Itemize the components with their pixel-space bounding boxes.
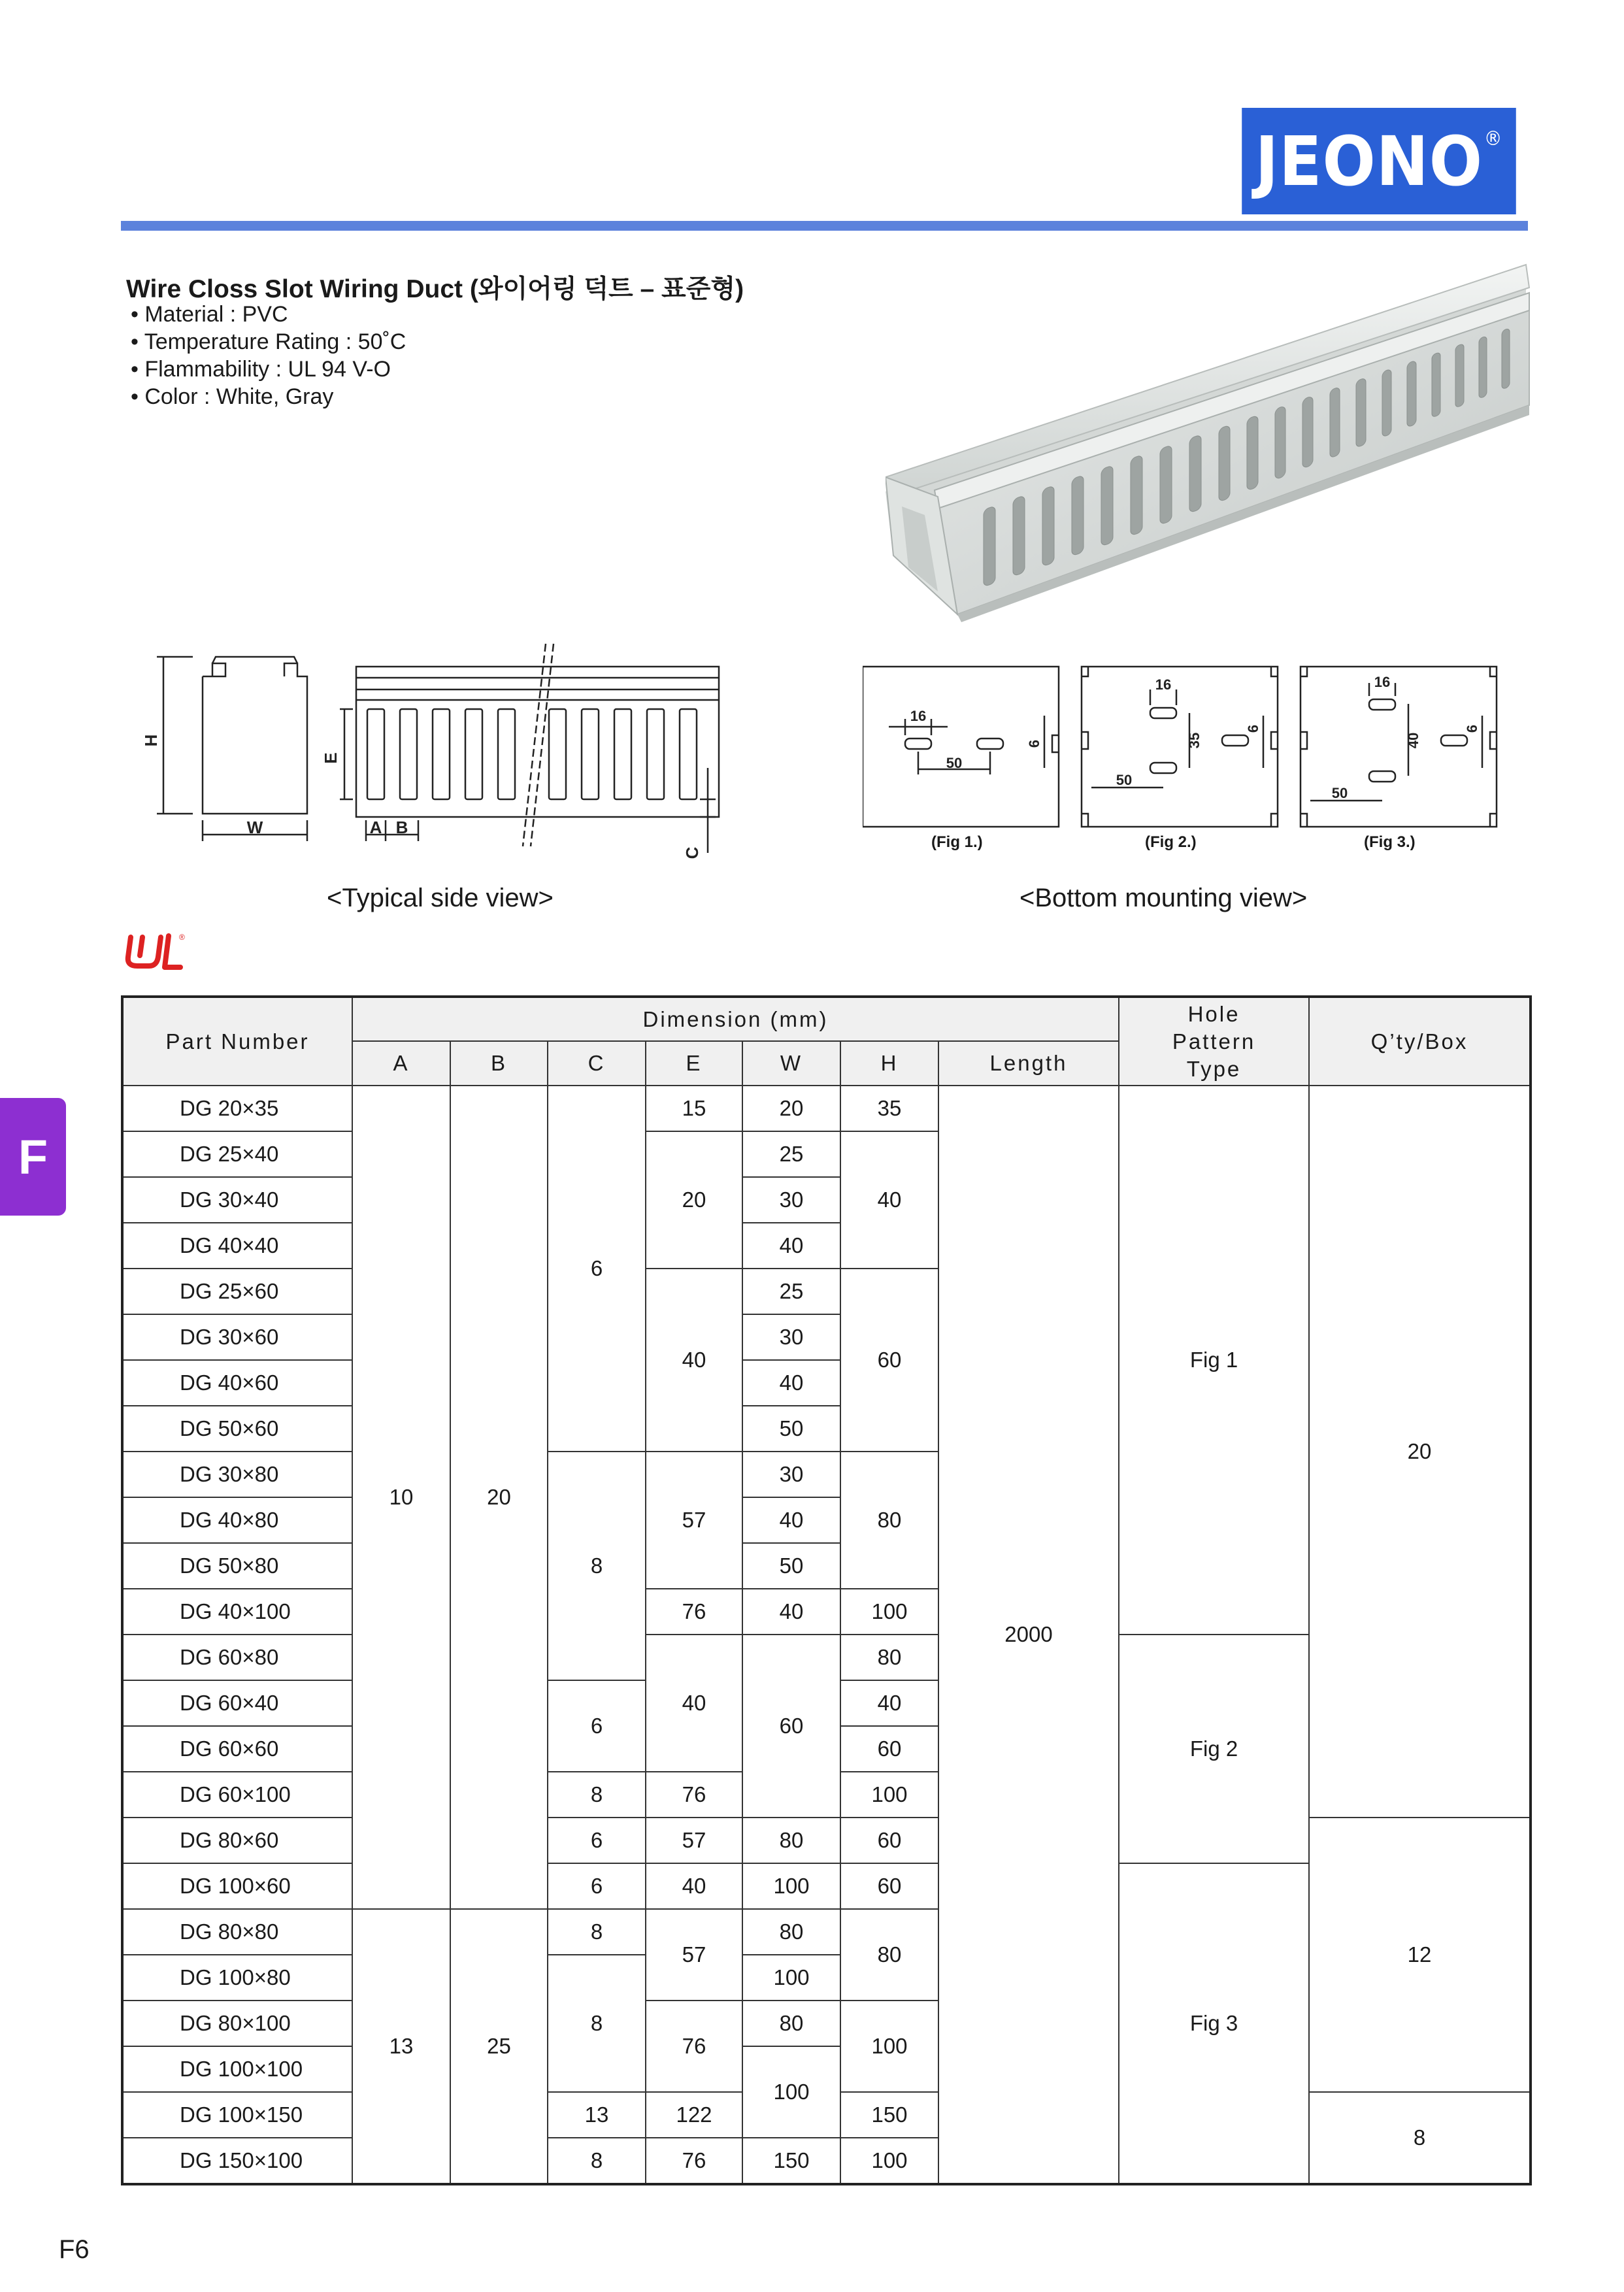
qty-cell: 20: [1309, 1086, 1531, 1818]
header-qty: Q’ty/Box: [1309, 997, 1531, 1086]
b-cell: 20: [450, 1086, 548, 1909]
header-rule: [121, 221, 1528, 231]
side-view-caption: <Typical side view>: [327, 884, 554, 912]
part-number-cell: DG 30×60: [122, 1314, 352, 1360]
a-cell: 10: [352, 1086, 450, 1909]
part-number-cell: DG 80×80: [122, 1909, 352, 1955]
dimension-table: [121, 995, 1532, 2185]
dim-label-b: B: [395, 818, 408, 837]
fig1-label: (Fig 1.): [931, 833, 983, 851]
part-number-cell: DG 80×60: [122, 1818, 352, 1863]
h-cell: 35: [840, 1086, 938, 1131]
ul-recognized-icon: [123, 929, 188, 975]
a-cell: 13: [352, 1909, 450, 2184]
w-cell: 40: [742, 1360, 840, 1406]
h-cell: 60: [840, 1726, 938, 1772]
c-cell: 8: [548, 1909, 646, 1955]
e-cell: 76: [646, 1772, 742, 1818]
h-cell: 100: [840, 2001, 938, 2092]
e-cell: 76: [646, 2138, 742, 2184]
part-number-cell: DG 30×80: [122, 1452, 352, 1497]
header-e: E: [646, 1041, 742, 1086]
e-cell: 122: [646, 2092, 742, 2138]
e-cell: 15: [646, 1086, 742, 1131]
part-number-cell: DG 100×150: [122, 2092, 352, 2138]
part-number-cell: DG 40×40: [122, 1223, 352, 1269]
length-cell: 2000: [938, 1086, 1119, 2184]
bottom-mounting-view-drawing: [863, 663, 1533, 859]
duct-product-image: [886, 261, 1533, 627]
w-cell: 30: [742, 1452, 840, 1497]
h-cell: 100: [840, 2138, 938, 2184]
header-length: Length: [938, 1041, 1119, 1086]
spec-material: • Material : PVC: [131, 302, 288, 327]
w-cell: 80: [742, 1909, 840, 1955]
part-number-cell: DG 40×100: [122, 1589, 352, 1635]
b-cell: 25: [450, 1909, 548, 2184]
c-cell: 6: [548, 1818, 646, 1863]
fig3-dim-6: 6: [1464, 724, 1480, 733]
part-number-cell: DG 60×80: [122, 1635, 352, 1680]
w-cell: 80: [742, 2001, 840, 2046]
w-cell: 60: [742, 1635, 840, 1818]
e-cell: 57: [646, 1909, 742, 2001]
h-cell: 40: [840, 1131, 938, 1269]
fig2-dim-6: 6: [1245, 724, 1261, 733]
w-cell: 20: [742, 1086, 840, 1131]
c-cell: 8: [548, 1772, 646, 1818]
e-cell: 40: [646, 1635, 742, 1772]
part-number-cell: DG 60×100: [122, 1772, 352, 1818]
spec-flammability: • Flammability : UL 94 V-O: [131, 357, 391, 382]
h-cell: 80: [840, 1635, 938, 1680]
w-cell: 150: [742, 2138, 840, 2184]
fig3-dim-40: 40: [1405, 732, 1421, 749]
fig3-dim-16: 16: [1374, 674, 1391, 690]
part-number-cell: DG 40×80: [122, 1497, 352, 1543]
fig1-dim-50: 50: [946, 755, 963, 771]
fig1-dim-6: 6: [1026, 739, 1042, 748]
header-dimension: Dimension (mm): [352, 997, 1119, 1041]
h-cell: 60: [840, 1863, 938, 1909]
e-cell: 40: [646, 1269, 742, 1452]
fig2-dim-35: 35: [1186, 732, 1202, 749]
h-cell: 60: [840, 1818, 938, 1863]
bottom-view-caption: <Bottom mounting view>: [1019, 884, 1308, 912]
spec-temperature: • Temperature Rating : 50˚C: [131, 329, 406, 354]
part-number-cell: DG 100×100: [122, 2046, 352, 2092]
header-part-number: Part Number: [122, 997, 352, 1086]
dim-label-w: W: [246, 818, 263, 837]
w-cell: 25: [742, 1131, 840, 1177]
part-number-cell: DG 100×60: [122, 1863, 352, 1909]
fig3-dim-50: 50: [1331, 785, 1348, 801]
w-cell: 100: [742, 2046, 840, 2138]
w-cell: 25: [742, 1269, 840, 1314]
e-cell: 76: [646, 1589, 742, 1635]
part-number-cell: DG 30×40: [122, 1177, 352, 1223]
h-cell: 80: [840, 1452, 938, 1589]
part-number-cell: DG 60×60: [122, 1726, 352, 1772]
fig2-label: (Fig 2.): [1145, 833, 1197, 851]
header-c: C: [548, 1041, 646, 1086]
hole-pattern-cell: Fig 3: [1119, 1863, 1309, 2184]
part-number-cell: DG 25×60: [122, 1269, 352, 1314]
h-cell: 100: [840, 1589, 938, 1635]
header-w: W: [742, 1041, 840, 1086]
h-cell: 150: [840, 2092, 938, 2138]
part-number-cell: DG 50×80: [122, 1543, 352, 1589]
c-cell: 8: [548, 2138, 646, 2184]
w-cell: 50: [742, 1543, 840, 1589]
fig2-dim-16: 16: [1155, 676, 1172, 693]
dim-label-c: C: [682, 846, 702, 859]
w-cell: 40: [742, 1497, 840, 1543]
part-number-cell: DG 150×100: [122, 2138, 352, 2184]
h-cell: 40: [840, 1680, 938, 1726]
qty-cell: 12: [1309, 1818, 1531, 2092]
e-cell: 40: [646, 1863, 742, 1909]
c-cell: 6: [548, 1680, 646, 1772]
e-cell: 57: [646, 1452, 742, 1589]
page-number: F6: [59, 2235, 90, 2264]
fig3-label: (Fig 3.): [1364, 833, 1416, 851]
product-title: Wire Closs Slot Wiring Duct (와이어링 덕트 – 표준형): [126, 275, 744, 303]
part-number-cell: DG 80×100: [122, 2001, 352, 2046]
part-number-cell: DG 25×40: [122, 1131, 352, 1177]
fig2-dim-50: 50: [1116, 772, 1133, 788]
w-cell: 80: [742, 1818, 840, 1863]
dim-label-a: A: [369, 818, 382, 837]
w-cell: 100: [742, 1955, 840, 2001]
dim-label-e: E: [321, 752, 340, 764]
header-a: A: [352, 1041, 450, 1086]
brand-logo: JEONO ®: [1242, 108, 1516, 214]
header-h: H: [840, 1041, 938, 1086]
c-cell: 13: [548, 2092, 646, 2138]
c-cell: 8: [548, 1452, 646, 1680]
header-hole-pattern: Hole Pattern Type: [1119, 997, 1309, 1086]
w-cell: 40: [742, 1223, 840, 1269]
hole-pattern-cell: Fig 2: [1119, 1635, 1309, 1863]
c-cell: 6: [548, 1863, 646, 1909]
part-number-cell: DG 40×60: [122, 1360, 352, 1406]
e-cell: 20: [646, 1131, 742, 1269]
w-cell: 50: [742, 1406, 840, 1452]
part-number-cell: DG 20×35: [122, 1086, 352, 1131]
part-number-cell: DG 100×80: [122, 1955, 352, 2001]
c-cell: 8: [548, 1955, 646, 2092]
fig1-dim-16: 16: [910, 708, 927, 724]
header-b: B: [450, 1041, 548, 1086]
spec-color: • Color : White, Gray: [131, 384, 334, 409]
dim-label-h: H: [141, 734, 161, 747]
part-number-cell: DG 60×40: [122, 1680, 352, 1726]
part-number-cell: DG 50×60: [122, 1406, 352, 1452]
h-cell: 80: [840, 1909, 938, 2001]
section-tab: F: [0, 1098, 66, 1216]
c-cell: 6: [548, 1086, 646, 1452]
e-cell: 76: [646, 2001, 742, 2092]
h-cell: 100: [840, 1772, 938, 1818]
svg-text:®: ®: [179, 933, 185, 942]
w-cell: 100: [742, 1863, 840, 1909]
e-cell: 57: [646, 1818, 742, 1863]
w-cell: 40: [742, 1589, 840, 1635]
hole-pattern-cell: Fig 1: [1119, 1086, 1309, 1635]
h-cell: 60: [840, 1269, 938, 1452]
qty-cell: 8: [1309, 2092, 1531, 2184]
typical-side-view-drawing: [141, 637, 742, 872]
w-cell: 30: [742, 1177, 840, 1223]
w-cell: 30: [742, 1314, 840, 1360]
